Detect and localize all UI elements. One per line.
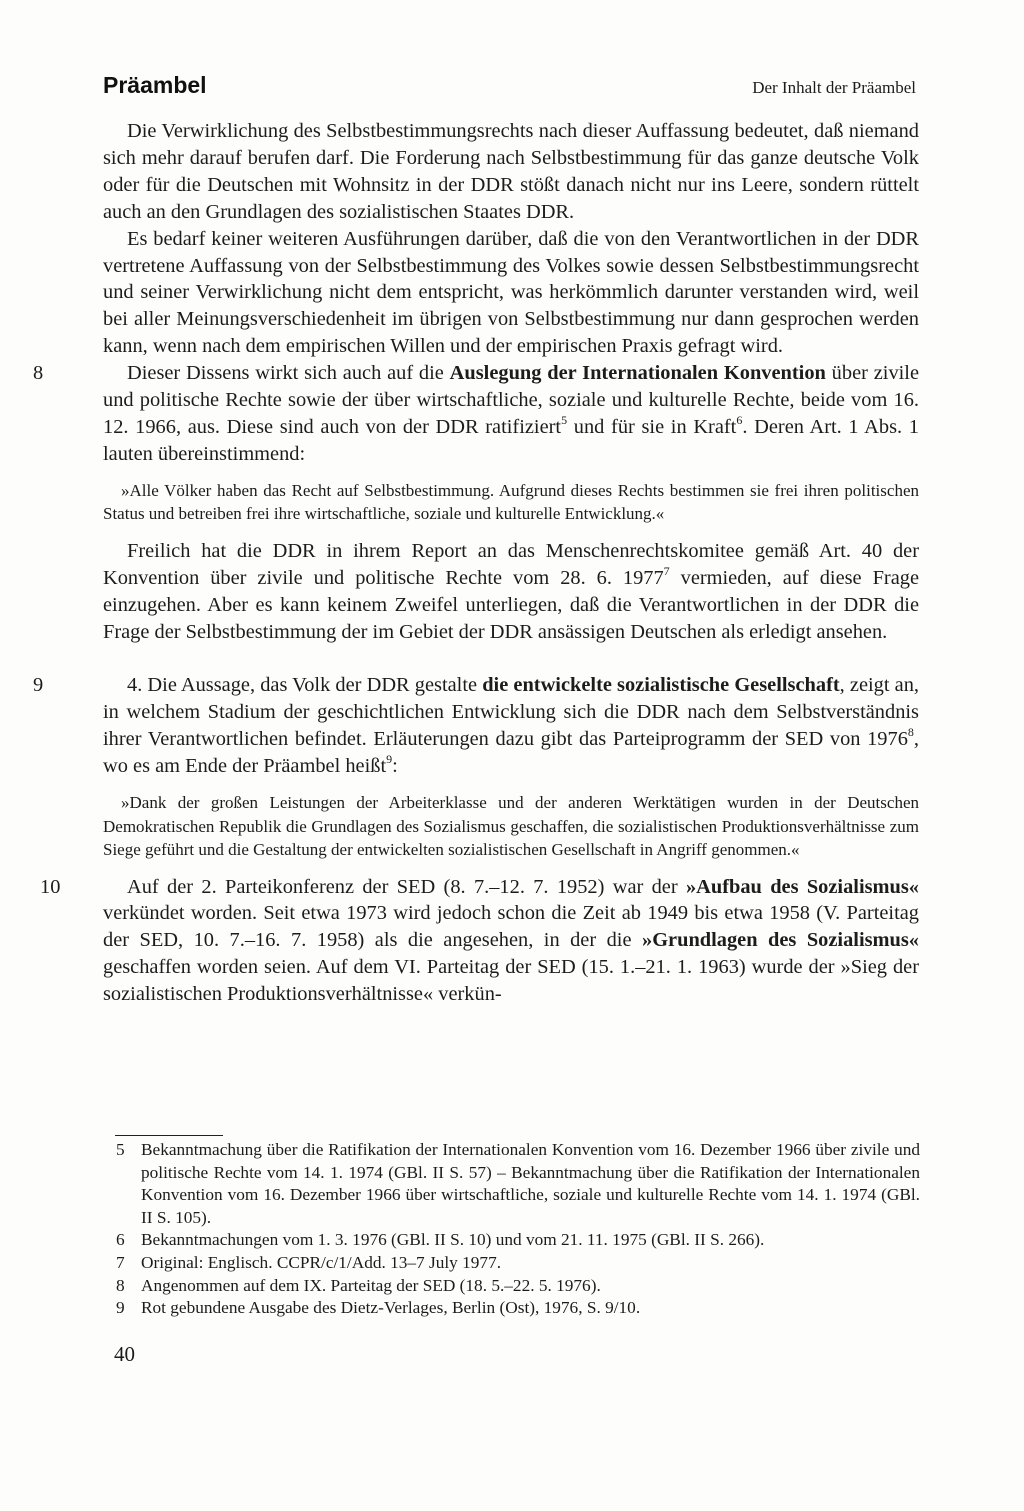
paragraph: Es bedarf keiner weiteren Ausführungen darüber, daß die von den Verantwortlichen in der DDR vertretene Auffassung von der Selbstbestimmung des Volkes sowie dessen Selbstbestimmungsrecht und seiner Verwirklichung nicht dem entspricht, was herkömmlich darunter verstanden wird, weil bei aller Meinungsverschiedenheit im übrigen von Selbstbestimmung nur dann gesprochen werden kann, wenn nach dem empirischen Willen und der empirischen Praxis gefragt wird. — [103, 227, 919, 358]
footnote-ref: 8 — [907, 725, 914, 740]
page-number: 40 — [114, 1342, 135, 1366]
footnote-ref: 9 — [386, 752, 393, 767]
paragraph: 8 Dieser Dissens wirkt sich auch auf die Auslegung der Internationalen Konvention über zivile und politische Rechte sowie der über wirtschaftliche, soziale und kulturelle Rechte, beide vom 16. 12. 1966, aus. Diese sind auch von der DDR ratifiziert$^5$ und für sie in Kraft$^6$. Deren Art. 1 Abs. 1 lauten übereinstimmend: — [33, 362, 920, 465]
footnote — [116, 1297, 920, 1320]
body-text — [33, 118, 920, 1008]
footnote-text: Angenommen auf dem IX. Parteitag der SED (18. 5.–22. 5. 1976). — [141, 1275, 601, 1295]
footnote-ref: 7 — [663, 563, 670, 578]
bold-term: »Aufbau des Sozialismus« — [685, 875, 919, 898]
paragraph: 10 Auf der 2. Parteikonferenz der SED (8. 7.–12. 7. 1952) war der »Aufbau des Sozialismus« verkündet worden. Seit etwa 1973 wird jedoch schon die Zeit ab 1949 bis etwa 1958 (V. Parteitag der SED, 10. 7.–16. 7. 1958) als die angesehen, in der die »Grundlagen des Sozialismus« geschaffen worden seien. Auf dem VI. Parteitag der SED (15. 1.–21. 1. 1963) wurde der »Sieg der sozialistischen Produktionsverhältnisse« verkün- — [40, 875, 920, 1006]
footnotes — [116, 1139, 920, 1320]
bold-term: Auslegung der Internationalen Konvention — [449, 362, 826, 385]
footnote-text: Bekanntmachung über die Ratifikation der Internationalen Konvention vom 16. Dezember 1966 über zivile und politische Rechte vom 14. 1. 1974 (GBl. II S. 57) – Bekanntmachung über die Ratifikation der Internationalen Konvention vom 16. Dezember 1966 über wirtschaftliche, soziale und kulturelle Rechte vom 14. 1. 1974 (GBl. II S. 105). — [141, 1140, 920, 1227]
paragraph: Die Verwirklichung des Selbstbestimmungsrechts nach dieser Auffassung bedeutet, daß niemand sich mehr darauf berufen darf. Die Forderung nach Selbstbestimmung für das ganze deutsche Volk oder für die Deutschen mit Wohnsitz in der DDR stößt danach nicht nur ins Leere, sondern rüttelt auch an den Grundlagen des sozialistischen Staates DDR. — [103, 120, 919, 223]
footnote-text: Original: Englisch. CCPR/c/1/Add. 13–7 July 1977. — [141, 1252, 502, 1272]
footnote-number: 8 — [116, 1275, 125, 1295]
margin-number: 9 — [33, 674, 44, 697]
paragraph: Freilich hat die DDR in ihrem Report an das Menschenrechtskomitee gemäß Art. 40 der Konvention über zivile und politische Rechte vom 28. 6. 1977$^7$ vermieden, auf diese Frage einzugehen. Aber es kann keinem Zweifel unterliegen, daß die Verantwortlichen in der DDR die Frage der Selbstbestimmung der im Gebiet der DDR ansässigen Deutschen als erledigt ansehen. — [103, 539, 919, 643]
footnote — [116, 1139, 920, 1229]
block-quote: »Alle Völker haben das Recht auf Selbstbestimmung. Aufgrund dieses Rechts bestimmen sie frei ihren politischen Status und betreiben frei ihre wirtschaftliche, soziale und kulturelle Entwicklung.« — [103, 480, 919, 524]
bold-term: »Grundlagen des Sozialismus« — [642, 929, 920, 952]
footnote-number: 9 — [116, 1298, 125, 1318]
paragraph: 9 4. Die Aussage, das Volk der DDR gestalte die entwickelte sozialistische Gesellschaft, zeigt an, in welchem Stadium der geschichtlichen Entwicklung sich die DDR nach dem Selbstverständnis ihrer Verantwortlichen befindet. Erläuterungen dazu gibt das Parteiprogramm der SED von 1976$^8$, wo es am Ende der Präambel heißt$^9$: — [33, 674, 919, 778]
margin-number: 10 — [40, 875, 61, 898]
footnote-number: 6 — [116, 1230, 125, 1250]
footnote — [116, 1252, 920, 1275]
running-head: Der Inhalt der Präambel — [752, 78, 916, 97]
footnote-number: 5 — [116, 1140, 125, 1159]
footnote-divider — [115, 1135, 223, 1136]
footnote-text: Bekanntmachungen vom 1. 3. 1976 (GBl. II S. 10) und vom 21. 11. 1975 (GBl. II S. 266). — [141, 1230, 765, 1250]
margin-number: 8 — [33, 362, 44, 385]
footnote — [116, 1229, 920, 1252]
footnote-number: 7 — [116, 1252, 125, 1272]
footnote-text: Rot gebundene Ausgabe des Dietz-Verlages, Berlin (Ost), 1976, S. 9/10. — [141, 1298, 641, 1318]
footnote — [116, 1275, 920, 1298]
block-quote: »Dank der großen Leistungen der Arbeiterklasse und der anderen Werktätigen wurden in der Deutschen Demokratischen Republik die Grundlagen des Sozialismus geschaffen, die sozialistischen Produktionsverhältnisse zum Siege geführt und die Gestaltung der entwickelten sozialistischen Gesellschaft in Angriff genommen.« — [103, 793, 919, 860]
footnote-ref: 6 — [736, 413, 743, 428]
bold-term: die entwickelte sozialistische Gesellschaft — [482, 674, 840, 697]
section-title: Präambel — [103, 72, 207, 98]
footnote-ref: 5 — [561, 413, 568, 428]
